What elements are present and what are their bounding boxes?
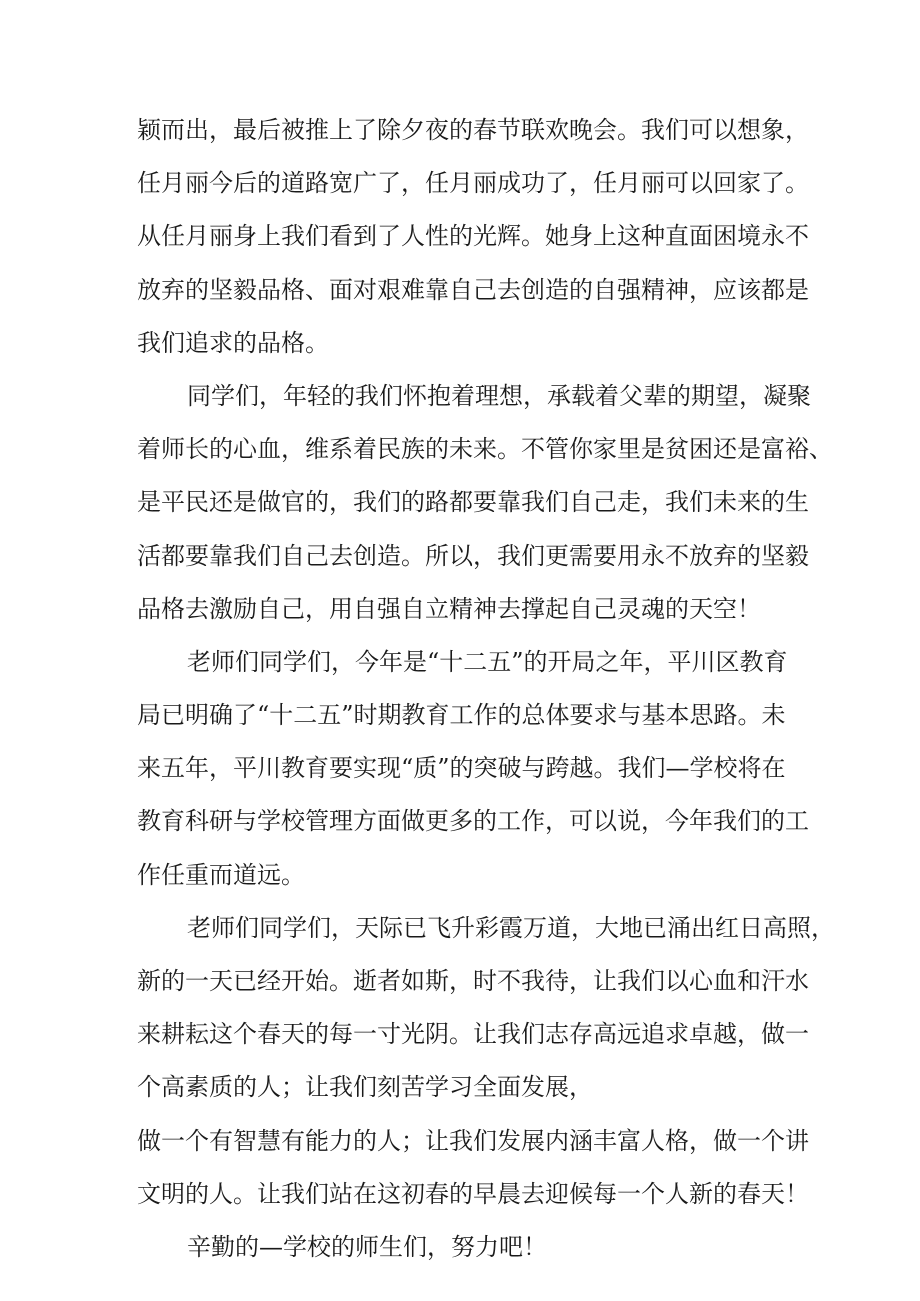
text-line: 我们追求的品格。 <box>137 328 329 357</box>
text-line: 来耕耘这个春天的每一寸光阴。让我们志存高远追求卓越，做一 <box>137 1020 809 1049</box>
text-line: 品格去激励自己，用自强自立精神去撑起自己灵魂的天空！ <box>137 594 761 623</box>
paragraph-start-line: 老师们同学们，今年是“十二五”的开局之年，平川区教育 <box>187 647 788 676</box>
text-line: 来五年，平川教育要实现“质”的突破与跨越。我们—学校将在 <box>137 754 786 783</box>
text-line: 做一个有智慧有能力的人；让我们发展内涵丰富人格，做一个讲 <box>137 1126 809 1155</box>
paragraph-start-line: 老师们同学们，天际已飞升彩霞万道，大地已涌出红日高照， <box>187 913 835 942</box>
document-body <box>137 104 835 1274</box>
paragraph-start-line: 辛勤的—学校的师生们，努力吧！ <box>187 1232 547 1261</box>
text-line: 从任月丽身上我们看到了人性的光辉。她身上这种直面困境永不 <box>137 222 809 251</box>
text-line: 个高素质的人；让我们刻苦学习全面发展， <box>137 1073 593 1102</box>
text-line: 新的一天已经开始。逝者如斯，时不我待，让我们以心血和汗水 <box>137 967 809 995</box>
text-line: 任月丽今后的道路宽广了，任月丽成功了，任月丽可以回家了。 <box>137 169 809 198</box>
text-line: 文明的人。让我们站在这初春的早晨去迎候每一个人新的春天！ <box>137 1179 809 1208</box>
text-line: 着师长的心血，维系着民族的未来。不管你家里是贫困还是富裕、 <box>137 435 833 464</box>
text-line: 放弃的坚毅品格、面对艰难靠自己去创造的自强精神，应该都是 <box>137 275 809 304</box>
text-line: 教育科研与学校管理方面做更多的工作，可以说，今年我们的工 <box>137 807 809 836</box>
text-line: 作任重而道远。 <box>137 860 305 889</box>
text-line: 颖而出，最后被推上了除夕夜的春节联欢晚会。我们可以想象， <box>137 116 809 144</box>
text-line: 是平民还是做官的，我们的路都要靠我们自己走，我们未来的生 <box>137 488 809 517</box>
text-line: 局已明确了“十二五”时期教育工作的总体要求与基本思路。未 <box>137 701 786 730</box>
text-line: 活都要靠我们自己去创造。所以，我们更需要用永不放弃的坚毅 <box>137 541 809 570</box>
paragraph-start-line: 同学们，年轻的我们怀抱着理想，承载着父辈的期望，凝聚 <box>187 381 811 410</box>
